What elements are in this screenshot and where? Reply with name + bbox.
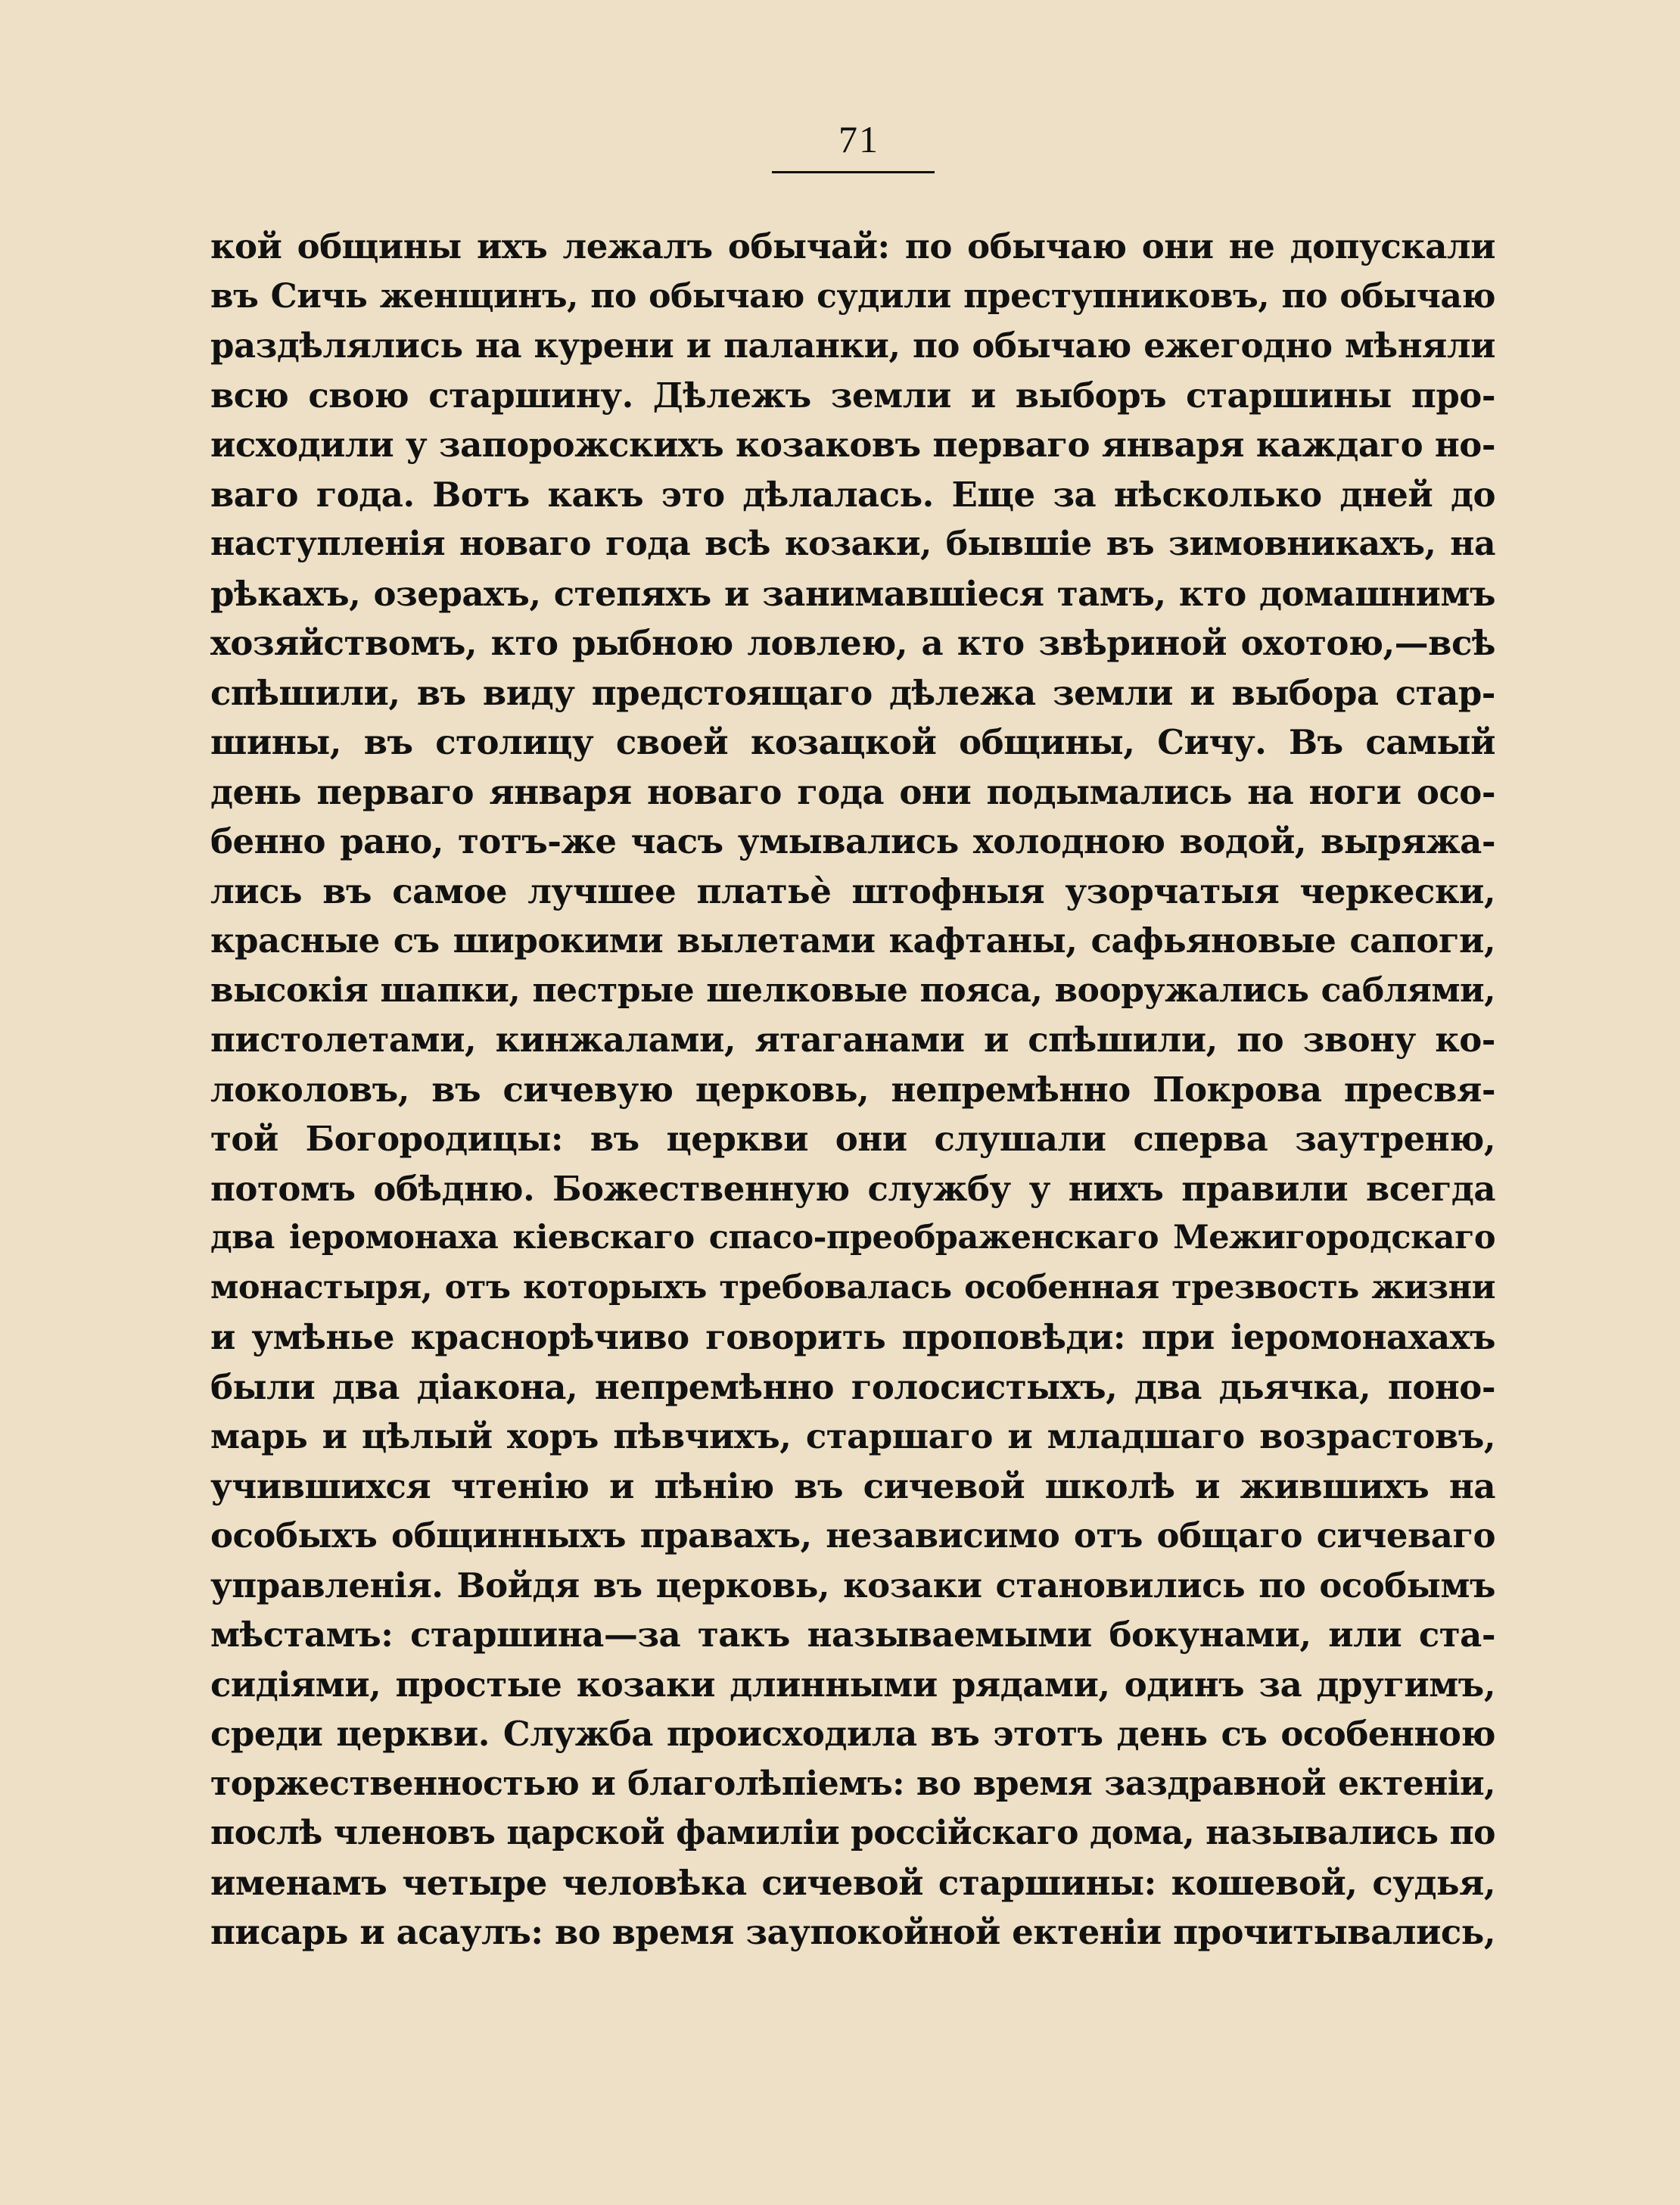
text-line: день перваго января новаго года они подымались на ноги осо- (210, 771, 1495, 812)
text-line: шины, въ столицу своей козацкой общины, Сичу. Въ самый (210, 722, 1495, 762)
text-line: локоловъ, въ сичевую церковь, непремѣнно Покрова пресвя- (210, 1069, 1495, 1110)
text-line: той Богородицы: въ церкви они слушали сперва заутреню, (210, 1119, 1495, 1159)
text-line: были два діакона, непремѣнно голосистыхъ, два дьячка, поно- (210, 1366, 1495, 1407)
text-line: монастыря, отъ которыхъ требовалась особенная трезвость жизни (210, 1268, 1495, 1306)
text-line: исходили у запорожскихъ козаковъ перваго января каждаго но- (210, 425, 1495, 465)
text-line: потомъ обѣдню. Божественную службу у нихъ правили всегда (210, 1168, 1495, 1209)
text-line: лись въ самое лучшее платьѐ штофныя узорчатыя черкески, (210, 870, 1495, 911)
text-line: два іеромонаха кіевскаго спасо-преображенскаго Межигородскаго (210, 1219, 1495, 1257)
text-line: мѣстамъ: старшина—за такъ называемыми бокунами, или ста- (210, 1615, 1495, 1655)
text-line: марь и цѣлый хоръ пѣвчихъ, старшаго и младшаго возрастовъ, (210, 1416, 1495, 1456)
text-line: послѣ членовъ царской фамиліи россійскаго дома, назывались по (210, 1814, 1495, 1852)
text-line: именамъ четыре человѣка сичевой старшины: кошевой, судья, (210, 1862, 1495, 1903)
text-line: сидіями, простые козаки длинными рядами, одинъ за другимъ, (210, 1664, 1495, 1705)
text-line: среди церкви. Служба происходила въ этотъ день съ особенною (210, 1714, 1495, 1754)
text-line: и умѣнье краснорѣчиво говорить проповѣди: при іеромонахахъ (210, 1317, 1495, 1357)
text-line: управленія. Войдя въ церковь, козаки становились по особымъ (210, 1565, 1495, 1605)
text-line: въ Сичь женщинъ, по обычаю судили преступниковъ, по обычаю (210, 276, 1495, 316)
text-line: ваго года. Вотъ какъ это дѣлалась. Еще за нѣсколько дней до (210, 474, 1495, 515)
text-line: высокія шапки, пестрые шелковые пояса, вооружались саблями, (210, 970, 1495, 1010)
text-line: спѣшили, въ виду предстоящаго дѣлежа земли и выбора стар- (210, 672, 1495, 713)
text-line: хозяйствомъ, кто рыбною ловлею, а кто звѣриной охотою,—всѣ (210, 623, 1495, 663)
text-line: бенно рано, тотъ-же часъ умывались холодною водой, выряжа- (210, 821, 1495, 861)
text-line: особыхъ общинныхъ правахъ, независимо отъ общаго сичеваго (210, 1515, 1495, 1556)
text-line: раздѣлялись на курени и паланки, по обычаю ежегодно мѣняли (210, 325, 1495, 366)
text-line: пистолетами, кинжалами, ятаганами и спѣшили, по звону ко- (210, 1020, 1495, 1060)
page-number: 71 (838, 118, 879, 160)
page-number-rule (772, 171, 935, 173)
text-line: красные съ широкими вылетами кафтаны, сафьяновые сапоги, (210, 920, 1495, 961)
text-line: наступленія новаго года всѣ козаки, бывшіе въ зимовникахъ, на (210, 525, 1495, 563)
text-line: писарь и асаулъ: во время заупокойной ектеніи прочитывались, (210, 1912, 1495, 1952)
text-line: торжественностью и благолѣпіемъ: во время заздравной ектеніи, (210, 1764, 1495, 1803)
text-line: учившихся чтенію и пѣнію въ сичевой школѣ и жившихъ на (210, 1465, 1495, 1506)
text-line: кой общины ихъ лежалъ обычай: по обычаю они не допускали (210, 226, 1495, 266)
text-line: рѣкахъ, озерахъ, степяхъ и занимавшіеся тамъ, кто домашнимъ (210, 573, 1495, 614)
text-line: всю свою старшину. Дѣлежъ земли и выборъ старшины про- (210, 375, 1495, 416)
body-text (210, 222, 1495, 1957)
